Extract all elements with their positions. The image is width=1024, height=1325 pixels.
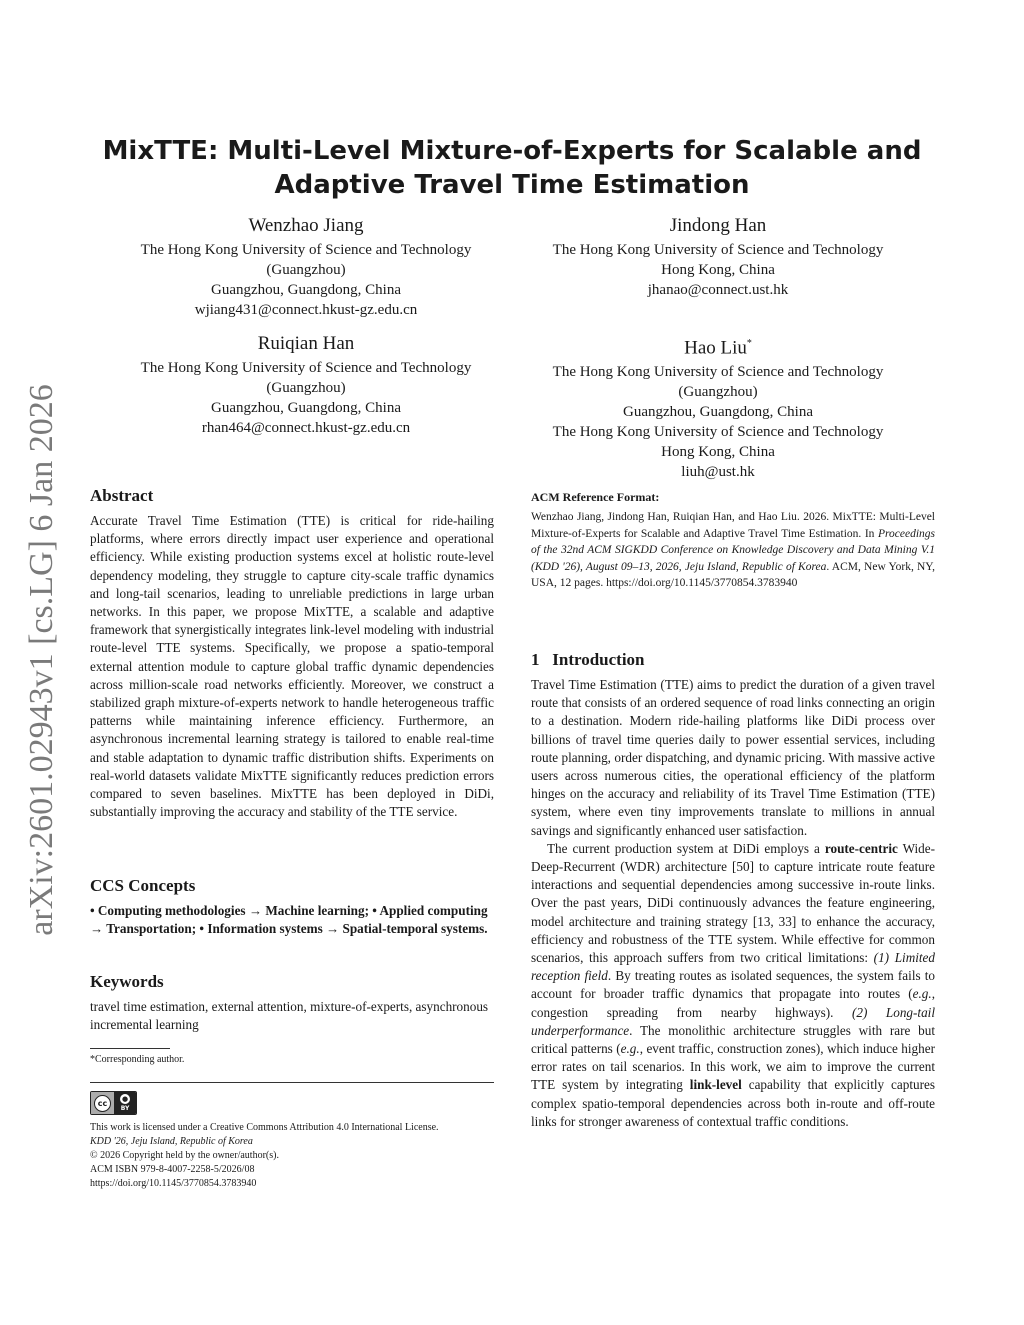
license-statement: This work is licensed under a Creative Commons Attribution 4.0 International License.: [90, 1122, 439, 1133]
cc-by-license-icon: [90, 1091, 137, 1115]
abstract-text: Accurate Travel Time Estimation (TTE) is critical for ride-hailing platforms, where errors directly impact user experience and operational efficiency. While existing production systems excel at holistic route-level dependency modeling, they struggle to capture city-scale traffic dynamics and long-tail scenarios, leading to unreliable predictions in large urban networks. In this paper, we propose MixTTE, a scalable and adaptive framework that synergistically integrates link-level modeling with industrial route-level TTE systems. Specifically, we propose a spatio-temporal external attention module to capture global traffic dynamic dependencies across million-scale road networks efficiently. Moreover, we construct a stabilized graph mixture-of-experts network to handle heterogeneous traffic patterns while maintaining inference efficiency. Furthermore, an asynchronous incremental learning strategy is tailored to enable real-time and stable adaptation to dynamic traffic distribution shifts. Experiments on real-world datasets validate MixTTE significantly reduces prediction errors compared to seven baselines. MixTTE has been deployed in DiDi, substantially improving the accuracy and stability of the TTE service.: [90, 513, 494, 820]
author-affiliation: (Guangzhou): [678, 384, 758, 401]
license-block: [90, 1082, 494, 1191]
author-name: Wenzhao Jiang: [248, 215, 364, 236]
acm-reference-section: [531, 490, 935, 592]
author-location: Guangzhou, Guangdong, China: [211, 400, 401, 416]
author-location: Hong Kong, China: [661, 262, 775, 278]
ccs-heading: CCS Concepts: [90, 876, 196, 895]
person-icon: ●: [121, 1095, 129, 1103]
acm-reference-heading: ACM Reference Format:: [531, 490, 660, 504]
introduction-heading: 1 Introduction: [531, 650, 645, 669]
copyright-line: © 2026 Copyright held by the owner/author(s).: [90, 1150, 279, 1161]
author-block-jiang: [106, 214, 506, 320]
keywords-heading: Keywords: [90, 972, 164, 991]
corresponding-marker: *: [746, 338, 752, 349]
conference-info: KDD '26, Jeju Island, Republic of Korea: [90, 1136, 253, 1147]
author-name: Ruiqian Han: [257, 333, 355, 354]
author-affiliation: (Guangzhou): [266, 262, 346, 278]
footnote-divider: [90, 1048, 170, 1049]
arxiv-identifier: [12, 380, 72, 940]
footnote-corresponding: *Corresponding author.: [90, 1054, 185, 1065]
acm-reference-text: Wenzhao Jiang, Jindong Han, Ruiqian Han, and Hao Liu. 2026. MixTTE: Multi-Level Mixture-of-Experts for Scalable and Adaptive Travel Time Estimation. In Proceedings of the 32nd ACM SIGKDD Conference on Knowledge Discovery and Data Mining V.1 (KDD '26), August 09–13, 2026, Jeju Island, Republic of Korea. ACM, New York, NY, USA, 12 pages. https://doi.org/10.1145/3770854.3783940: [531, 511, 935, 589]
ccs-section: [90, 876, 494, 938]
by-icon: ● BY: [114, 1092, 136, 1114]
author-location: Hong Kong, China: [661, 444, 775, 461]
ccs-text: • Computing methodologies → Machine learning; • Applied computing → Transportation; • Information systems → Spatial-temporal systems.: [90, 903, 488, 937]
cc-icon: cc: [91, 1092, 114, 1114]
author-email: wjiang431@connect.hkust-gz.edu.cn: [194, 302, 418, 318]
author-email: liuh@ust.hk: [681, 464, 755, 481]
author-block-han-ruiqian: [106, 332, 506, 438]
author-affiliation: The Hong Kong University of Science and Technology: [140, 242, 472, 258]
author-name: Hao Liu*: [684, 337, 752, 359]
doi-line[interactable]: https://doi.org/10.1145/3770854.3783940: [90, 1178, 257, 1189]
keywords-text: travel time estimation, external attention, mixture-of-experts, asynchronous incremental learning: [90, 999, 489, 1033]
intro-paragraph-1: Travel Time Estimation (TTE) aims to predict the duration of a given travel route that consists of an ordered sequence of road links connecting an origin to a destination. Modern ride-hailing platforms like DiDi process over billions of travel time queries daily to power essential services, including route planning, order dispatching, and dynamic pricing. With massive active users across numerous cities, the operational efficiency of the platform hinges on the accuracy and reliability of its Travel Time Estimation (TTE) system, where even tiny improvements translate to millions in annual savings and significantly enhanced user satisfaction.: [531, 677, 935, 838]
license-divider: [90, 1082, 494, 1083]
author-affiliation: The Hong Kong University of Science and Technology: [140, 360, 472, 376]
author-affiliation: The Hong Kong University of Science and Technology: [552, 364, 884, 381]
author-affiliation: The Hong Kong University of Science and Technology: [552, 242, 884, 258]
author-location: Guangzhou, Guangdong, China: [211, 282, 401, 298]
abstract-section: [90, 486, 494, 821]
author-email: jhanao@connect.ust.hk: [647, 282, 789, 298]
author-email: rhan464@connect.hkust-gz.edu.cn: [201, 420, 411, 436]
author-block-han-jindong: [518, 214, 918, 300]
license-text: [90, 1121, 494, 1191]
footnote-area: [90, 1048, 494, 1067]
isbn-line: ACM ISBN 979-8-4007-2258-5/2026/08: [90, 1164, 255, 1175]
author-affiliation: (Guangzhou): [266, 380, 346, 396]
title-line-2: Adaptive Travel Time Estimation: [274, 170, 750, 200]
arxiv-id-text: arXiv:2601.02943v1 [cs.LG] 6 Jan 2026: [23, 384, 60, 936]
intro-paragraph-2: The current production system at DiDi employs a route-centric Wide-Deep-Recurrent (WDR) architecture [50] to capture intricate route feature interactions and sequential dependencies among successive in-route links. Over the past years, DiDi continuously advances the feature engineering, model architecture and training strategy [13, 33] to enhance the accuracy, efficiency and robustness of the TTE system. While effective for common scenarios, this approach suffers from two critical limitations: (1) Limited reception field. By treating routes as isolated sequences, the system fails to account for broader traffic dynamics that propagate into routes (e.g., congestion spreading from nearby highways). (2) Long-tail underperformance. The monolithic architecture struggles with rare but critical patterns (e.g., event traffic, construction zones), which induce higher error rates on tail scenarios. In this work, we aim to improve the current TTE system by integrating link-level capability that explicitly captures complex spatio-temporal dependencies across both in-route and off-route links for stronger awareness of contextual traffic conditions.: [531, 840, 936, 1129]
abstract-heading: Abstract: [90, 486, 154, 505]
paper-title: [100, 134, 924, 202]
author-name: Jindong Han: [669, 215, 767, 236]
keywords-section: [90, 972, 494, 1034]
author-block-liu: [518, 332, 918, 482]
author-affiliation: The Hong Kong University of Science and Technology: [552, 424, 884, 441]
introduction-section: [531, 650, 935, 1131]
title-line-1: MixTTE: Multi-Level Mixture-of-Experts for Scalable and: [102, 136, 922, 166]
author-location: Guangzhou, Guangdong, China: [623, 404, 813, 421]
